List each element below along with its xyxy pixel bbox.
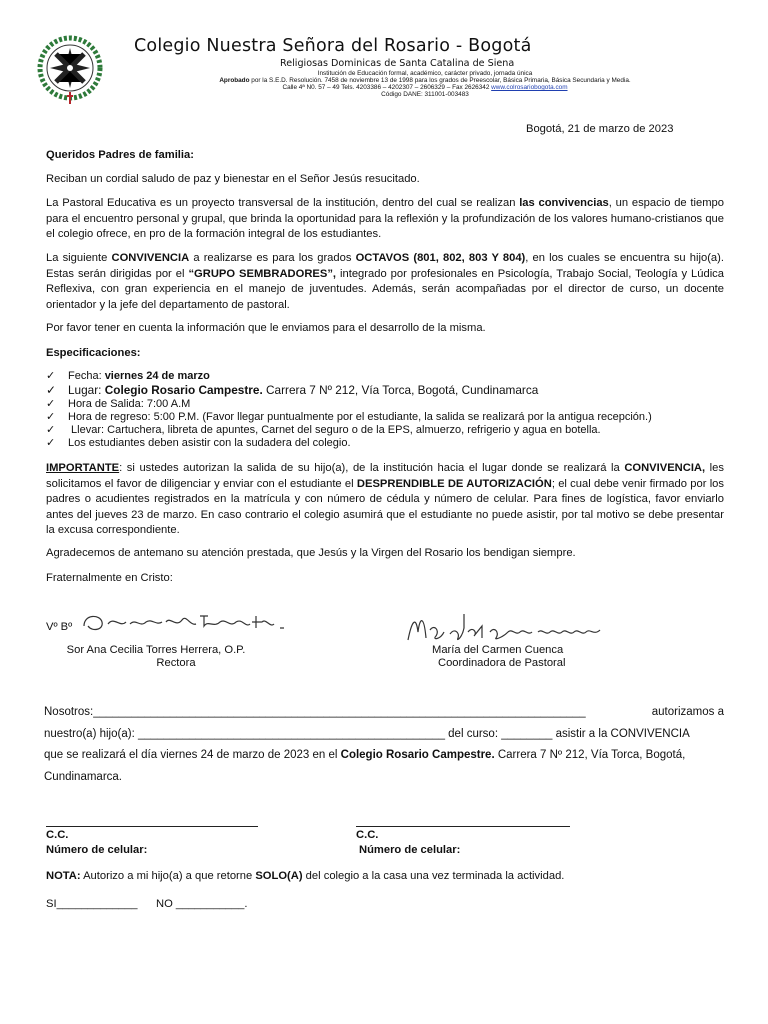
check-icon: ✓ — [46, 383, 56, 397]
coordinator-name: María del Carmen Cuenca — [432, 644, 564, 656]
form-line-parents: Nosotros:_____________________________________________________________________________ autorizamos a — [44, 706, 724, 718]
spec-item-bring: ✓ Llevar: Cartuchera, libreta de apuntes, Carnet del seguro o de la EPS, almuerzo, refrigerio y agua en botella. — [46, 424, 601, 436]
parent-1-signature-line[interactable] — [46, 826, 258, 827]
header-line-3: Calle 4ª N0. 57 – 49 Tels. 4203386 – 4202307 – 2606329 – Fax 2626342 www.colrosariobogota.com — [282, 84, 568, 91]
paragraph-thanks: Agradecemos de antemano su atención prestada, que Jesús y la Virgen del Rosario los bendigan siempre. — [46, 547, 576, 559]
header-line-1: Institución de Educación formal, académico, carácter privado, jornada única — [317, 70, 533, 77]
letter-date: Bogotá, 21 de marzo de 2023 — [526, 123, 674, 135]
yes-option-field[interactable]: SI_____________ — [46, 898, 138, 910]
note-return-alone: NOTA: Autorizo a mi hijo(a) a que retorne SOLO(A) del colegio a la casa una vez terminada la actividad. — [46, 870, 565, 882]
website-link[interactable]: www.colrosariobogota.com — [491, 84, 568, 91]
student-name-field[interactable]: ________________________________________________ — [137, 728, 445, 740]
school-name: Colegio Nuestra Señora del Rosario - Bogotá — [134, 36, 532, 56]
form-line-student: nuestro(a) hijo(a): ________________________________________________ del curso: ________ asistir a la CONVIVENCIA — [44, 728, 690, 740]
check-icon: ✓ — [46, 424, 56, 436]
coordinator-role: Coordinadora de Pastoral — [438, 657, 566, 669]
check-icon: ✓ — [46, 398, 56, 410]
paragraph-convivencia: La siguiente CONVIVENCIA a realizarse es para los grados OCTAVOS (801, 802, 803 Y 804), en los cuales se encuentra su hijo(a). Estas serán dirigidas por el “GRUPO SEMBRADORES”, integrado por profesionales en Psicología, Trabajo Social, Teología y Lúdica Reflexiva, con gran experiencia en el manejo de juventudes. Además, serán acompañadas por el director de curso, un docente orientador y la jefe del departamento de pastoral. — [46, 252, 724, 311]
check-icon: ✓ — [46, 437, 56, 449]
course-field[interactable]: ________ — [501, 728, 553, 740]
rector-name: Sor Ana Cecilia Torres Herrera, O.P. — [66, 644, 246, 656]
coordinator-signature — [404, 610, 609, 646]
paragraph-info: Por favor tener en cuenta la información que le enviamos para el desarrollo de la misma. — [46, 322, 486, 334]
parent-1-phone-label: Número de celular: — [46, 844, 148, 856]
spec-item-return: ✓ Hora de regreso: 5:00 P.M. (Favor llegar puntualmente por el estudiante, la salida se realizará por la antigua recepción.) — [46, 411, 652, 423]
rector-signature — [80, 606, 295, 636]
parent-2-signature-line[interactable] — [356, 826, 570, 827]
form-line-event: que se realizará el día viernes 24 de marzo de 2023 en el Colegio Rosario Campestre. Carrera 7 Nº 212, Vía Torca, Bogotá, — [44, 749, 686, 761]
rector-role: Rectora — [156, 657, 196, 669]
form-line-city: Cundinamarca. — [44, 771, 122, 783]
spec-item-date: ✓ Fecha: viernes 24 de marzo — [46, 370, 210, 382]
parent-1-cc-label: C.C. — [46, 829, 69, 841]
spec-item-place: ✓ Lugar: Colegio Rosario Campestre. Carrera 7 Nº 212, Vía Torca, Bogotá, Cundinamarca — [46, 383, 539, 397]
paragraph-greeting: Reciban un cordial saludo de paz y bienestar en el Señor Jesús resucitado. — [46, 173, 420, 185]
header-line-2: Aprobado por la S.E.D. Resolución. 7458 de noviembre 13 de 1998 para los grados de Preescolar, Básica Primaria, Básica Secundaria y Media. — [219, 77, 631, 84]
check-icon: ✓ — [46, 370, 56, 382]
parent-2-phone-label: Número de celular: — [359, 844, 461, 856]
vobo-label: Vº Bº — [46, 621, 73, 633]
school-crest-logo — [34, 34, 106, 106]
check-icon: ✓ — [46, 411, 56, 423]
no-option-field[interactable]: NO ___________. — [156, 898, 248, 910]
parents-name-field[interactable]: _____________________________________________________________________________ — [93, 706, 586, 718]
parent-2-cc-label: C.C. — [356, 829, 379, 841]
spec-item-uniform: ✓ Los estudiantes deben asistir con la sudadera del colegio. — [46, 437, 351, 449]
spec-item-departure: ✓ Hora de Salida: 7:00 A.M — [46, 398, 191, 410]
header-line-4: Código DANE: 311001-003483 — [381, 91, 469, 98]
paragraph-important: IMPORTANTE: si ustedes autorizan la salida de su hijo(a), de la institución hacia el lugar donde se realizará la CONVIVENCIA, les solicitamos el favor de diligenciar y enviar con el estudiante el DESPRENDIBLE DE AUTORIZACIÓN; el cual debe venir firmado por los padres o acudientes registrados en la matrícula y con número de cédula y número de celular. Para fines de logística, favor enviarlo antes del jueves 23 de marzo. En caso contrario el colegio asumirá que el estudiante no puede asistir, por tal motivo se debe presentar la excusa correspondiente. — [46, 462, 724, 536]
closing: Fraternalmente en Cristo: — [46, 572, 173, 584]
paragraph-pastoral: La Pastoral Educativa es un proyecto transversal de la institución, dentro del cual se realizan las convivencias, un espacio de tiempo para el encuentro personal y grupal, que brinda la oportunidad para la reflexión y la profundización de los valores humano-cristianos que el colegio ofrece, en pro de la formación integral de los estudiantes. — [46, 197, 724, 240]
specifications-title: Especificaciones: — [46, 347, 141, 359]
salutation: Queridos Padres de familia: — [46, 149, 194, 161]
school-subtitle: Religiosas Dominicas de Santa Catalina de Siena — [280, 58, 515, 69]
